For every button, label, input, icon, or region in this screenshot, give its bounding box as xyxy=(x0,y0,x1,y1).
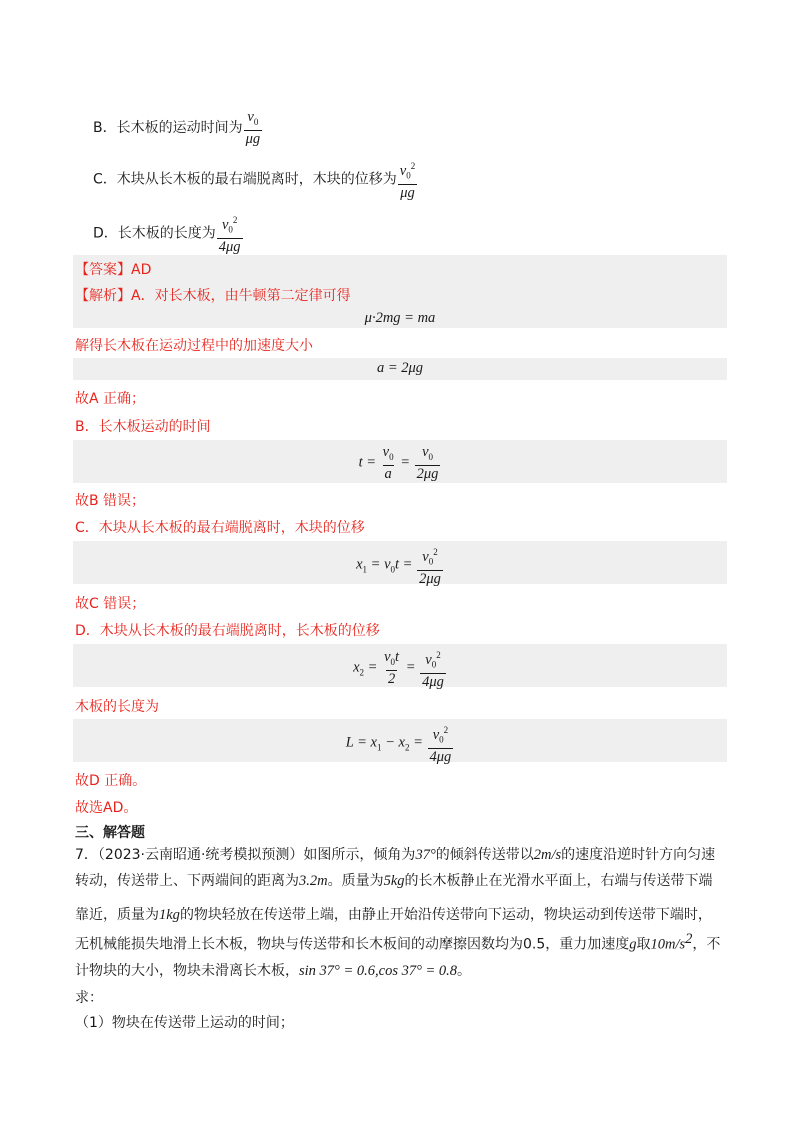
equation-x2: $x_2$ = $\frac{v_0t}{2}$ = $\frac{v_0^2}{4\mu g}$ xyxy=(353,649,444,690)
option-b xyxy=(93,109,263,147)
analysis-line-5: C．木块从长木板的最右端脱离时，木块的位移 xyxy=(75,520,365,536)
equation-accel: a = 2μg xyxy=(376,360,424,376)
answer-label: 【答案】AD xyxy=(75,262,152,278)
equation-newton: μ·2mg = ma xyxy=(364,310,436,326)
option-d-text: D．长木板的长度为 xyxy=(93,225,216,242)
question-1: （1）物块在传送带上运动的时间； xyxy=(75,1015,294,1031)
analysis-head: 【解析】A．对长木板，由牛顿第二定律可得 xyxy=(75,288,351,304)
option-c-formula: $\frac{v_0^2}{\mu g}$ xyxy=(399,161,416,201)
problem-ask: 求： xyxy=(75,990,103,1006)
equation-x1: $x_1 = v_0t$ = $\frac{v_0^2}{2\mu g}$ xyxy=(356,547,441,587)
equation-length: $L = x_1 - x_2$ = $\frac{v_0^2}{4\mu g}$ xyxy=(345,725,452,765)
option-d-formula: $\frac{v_0^2}{4\mu g}$ xyxy=(218,215,241,255)
problem-line-2: 转动，传送带上、下两端间的距离为3.2m。质量为5kg的长木板静止在光滑水平面上，右端与传送带下端 xyxy=(75,873,713,889)
analysis-line-8: 木板的长度为 xyxy=(75,699,159,715)
option-d xyxy=(93,212,244,255)
analysis-line-1: 解得长木板在运动过程中的加速度大小 xyxy=(75,338,313,354)
analysis-line-9: 故D 正确。 xyxy=(75,773,147,789)
analysis-line-2: 故A 正确； xyxy=(75,391,146,407)
problem-line-5: 计物块的大小，物块未滑离长木板，sin 37° = 0.6,cos 37° = 0.8。 xyxy=(75,963,472,979)
analysis-line-6: 故C 错误； xyxy=(75,596,146,612)
option-c xyxy=(93,158,418,201)
problem-line-3: 靠近，质量为1kg的物块轻放在传送带上端，由静止开始沿传送带向下运动，物块运动到传送带下端时， xyxy=(75,907,712,923)
analysis-line-3: B．长木板运动的时间 xyxy=(75,419,211,435)
option-b-text: B．长木板的运动时间为 xyxy=(93,119,243,136)
option-b-formula: $\frac{v_0}{\mu g}$ xyxy=(245,109,261,147)
problem-line-1: 7．（2023·云南昭通·统考模拟预测）如图所示，倾角为37°的倾斜传送带以2m/s的速度沿逆时针方向匀速 xyxy=(75,847,716,863)
analysis-line-7: D．木块从长木板的最右端脱离时，长木板的位移 xyxy=(75,623,380,639)
option-c-text: C．木块从长木板的最右端脱离时，木块的位移为 xyxy=(93,171,397,188)
equation-time: t = $\frac{v_0}{a}$ = $\frac{v_0}{2\mu g}$ xyxy=(358,444,439,482)
analysis-line-10: 故选AD。 xyxy=(75,800,138,816)
problem-line-4: 无机械能损失地滑上长木板，物块与传送带和长木板间的动摩擦因数均为0.5，重力加速度g取$10m/s^2$，不 xyxy=(75,931,721,953)
section-title: 三、解答题 xyxy=(75,825,145,841)
analysis-line-4: 故B 错误； xyxy=(75,493,146,509)
